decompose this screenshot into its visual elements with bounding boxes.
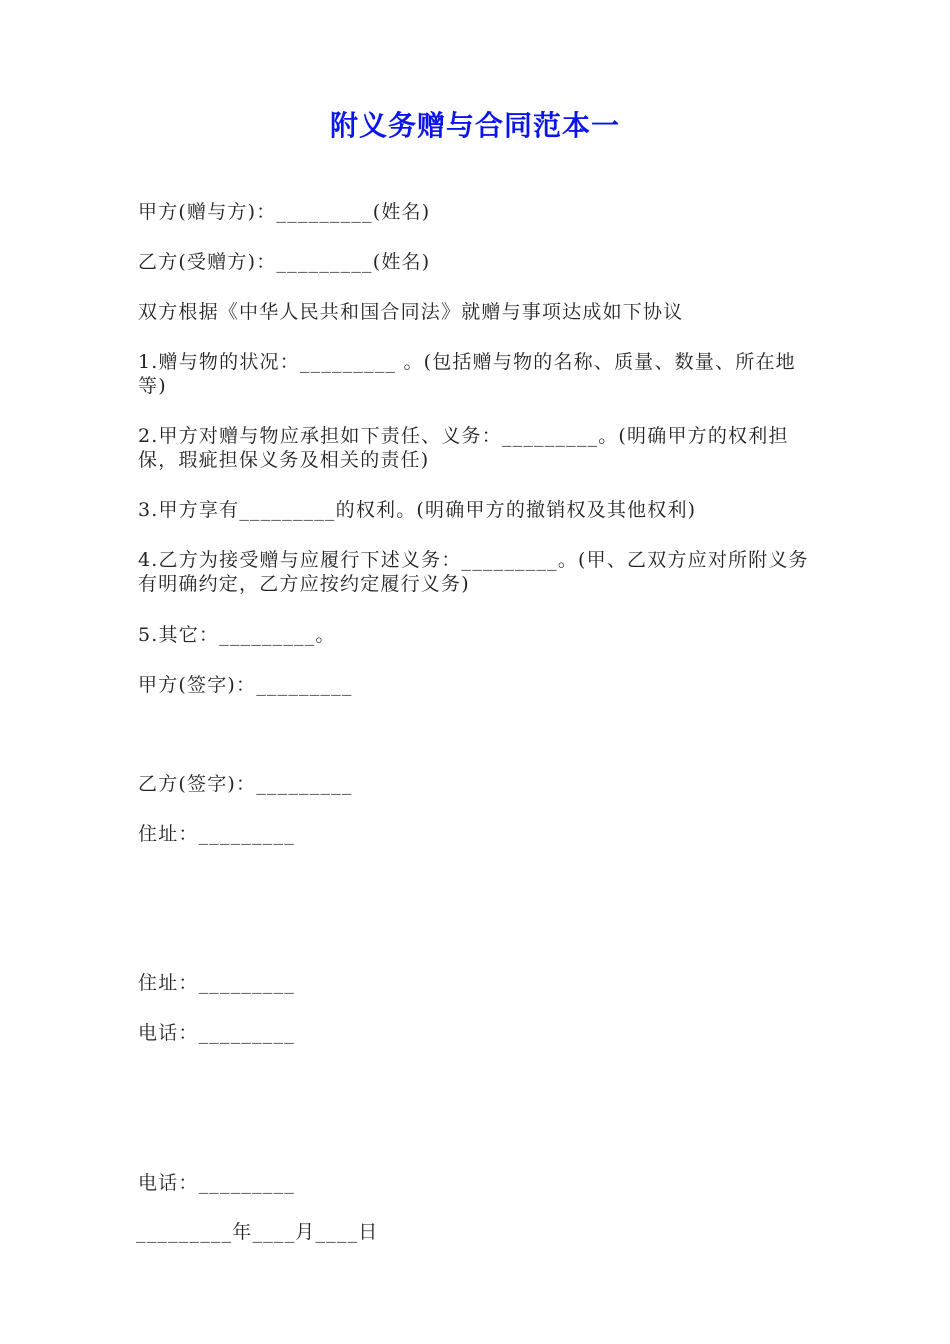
party-b-address: 住址：_________	[138, 972, 295, 994]
clause-4: 4.乙方为接受赠与应履行下述义务：_________。(甲、乙双方应对所附义务有明确约定，乙方应按约定履行义务)	[138, 549, 809, 595]
date-line: _________年____月____日	[136, 1221, 379, 1243]
party-b-line: 乙方(受赠方)：_________(姓名)	[138, 251, 431, 273]
party-a-line: 甲方(赠与方)：_________(姓名)	[138, 201, 431, 223]
party-b-signature: 乙方(签字)：_________	[138, 773, 353, 795]
clause-5: 5.其它：_________。	[138, 624, 336, 646]
agreement-intro: 双方根据《中华人民共和国合同法》就赠与事项达成如下协议	[138, 301, 684, 323]
party-a-signature: 甲方(签字)：_________	[138, 674, 353, 696]
party-b-phone: 电话：_________	[138, 1172, 295, 1194]
clause-2: 2.甲方对赠与物应承担如下责任、义务：_________。(明确甲方的权利担保，瑕疵担保义务及相关的责任)	[138, 425, 789, 471]
clause-1: 1.赠与物的状况：_________ 。(包括赠与物的名称、质量、数量、所在地等)	[138, 351, 796, 397]
party-a-phone: 电话：_________	[138, 1022, 295, 1044]
document-title: 附义务赠与合同范本一	[329, 109, 620, 142]
clause-3: 3.甲方享有_________的权利。(明确甲方的撤销权及其他权利)	[138, 499, 697, 521]
party-a-address: 住址：_________	[138, 823, 295, 845]
